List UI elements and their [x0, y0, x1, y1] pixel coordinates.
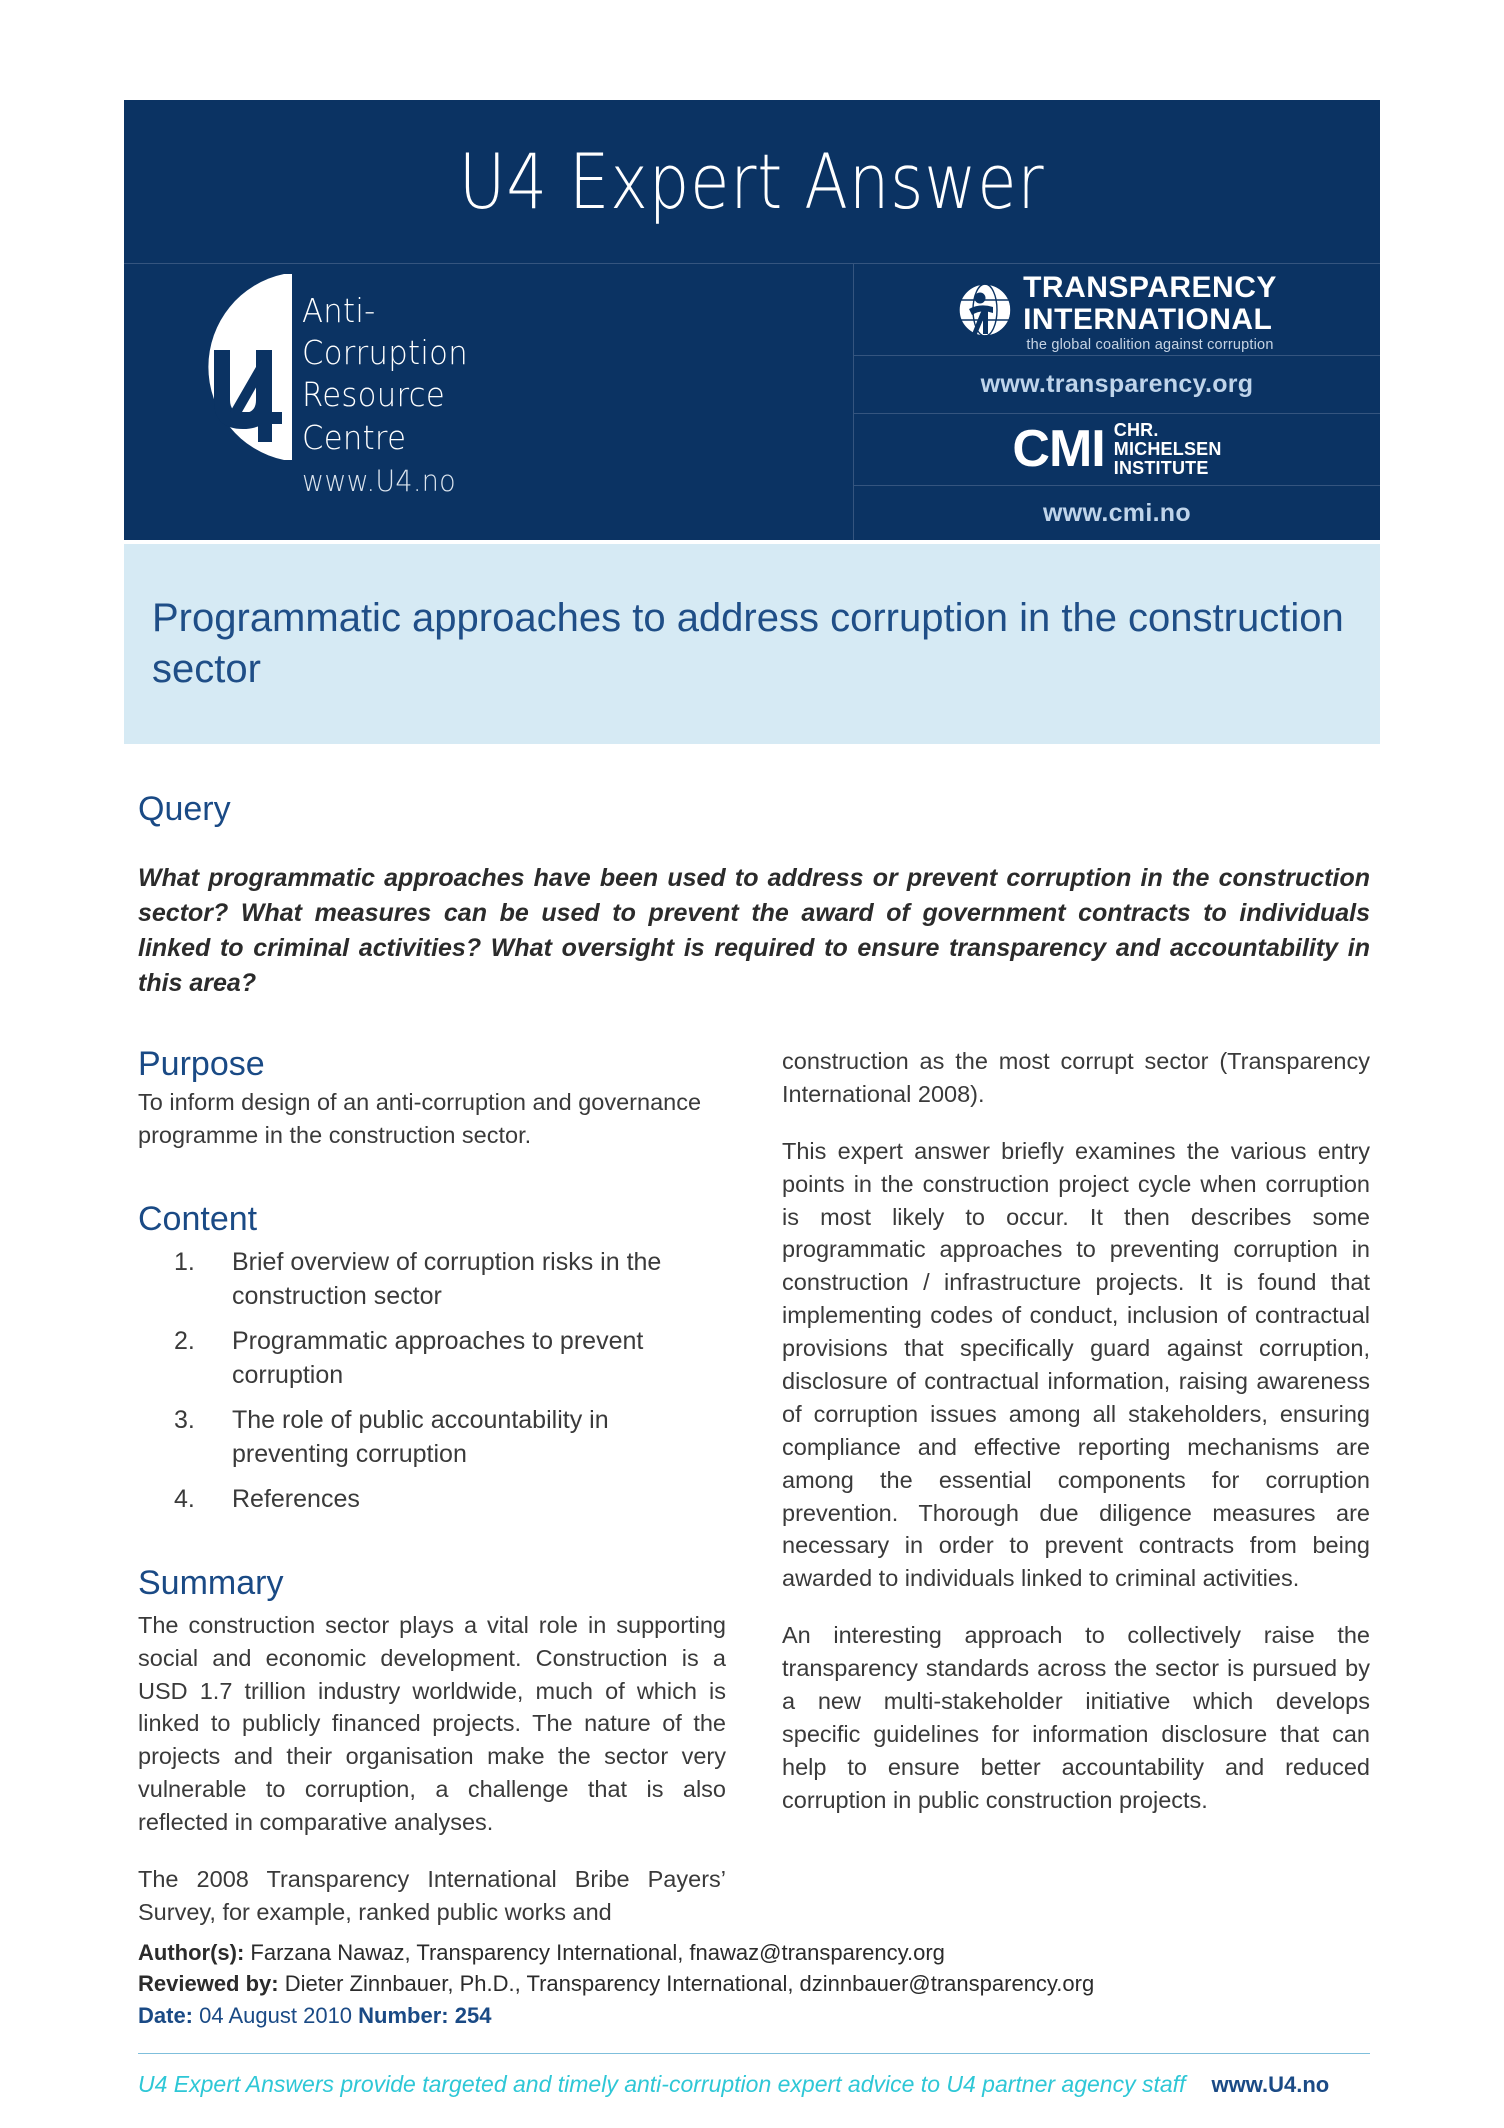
cmi-url[interactable]: www.cmi.no	[1043, 498, 1191, 527]
partner-logo-panel	[854, 264, 1380, 540]
cmi-line-2: MICHELSEN	[1113, 438, 1222, 459]
right-paragraph-2: This expert answer briefly examines the various entry points in the construction project cycle when corruption is most likely to occur. It then describes some programmatic approaches to preventing corruption in construction / infrastructure projects. It is found that implementing codes of conduct, inclusion of contractual provisions that specifically guard against corruption, disclosure of contractual information, raising awareness of corruption issues among all stakeholders, ensuring compliance and effective reporting mechanisms are among the essential components for corruption prevention. Thorough due diligence measures are necessary in order to prevent contracts from being awarded to individuals linked to criminal activities.	[782, 1137, 1370, 1592]
u4-word-line-1: Anti-	[302, 291, 376, 330]
left-column	[138, 1045, 726, 1953]
purpose-heading: Purpose	[138, 1045, 265, 1083]
summary-heading: Summary	[138, 1563, 284, 1602]
author-label: Author(s):	[138, 1940, 245, 1965]
summary-paragraph-2: The 2008 Transparency International Bribe Payers’ Survey, for example, ranked public works and	[138, 1866, 726, 1925]
query-text: What programmatic approaches have been used to address or prevent corruption in the construction sector? What measures can be used to prevent the award of government contracts to individuals linked to criminal activities? What oversight is required to ensure transparency and accountability in this area?	[138, 864, 1370, 997]
ti-wordmark	[1023, 270, 1277, 353]
reviewer-line	[138, 1969, 1370, 2000]
u4-word-line-2: Corruption	[302, 333, 468, 373]
content-list	[138, 1245, 726, 1516]
query-heading: Query	[138, 790, 231, 828]
date-label: Date:	[138, 2002, 194, 2028]
right-paragraph-1: construction as the most corrupt sector (Transparency International 2008).	[782, 1048, 1370, 1107]
ti-globe-icon	[957, 282, 1013, 343]
brand-title-band	[124, 100, 1380, 264]
cmi-url-row	[854, 486, 1380, 540]
ti-line-1: TRANSPARENCY	[1023, 270, 1277, 304]
u4-word-line-4: Centre	[302, 417, 407, 457]
ti-logo-row	[854, 264, 1380, 356]
document-body	[138, 790, 1370, 1953]
reviewer-value: Dieter Zinnbauer, Ph.D., Transparency International, dzinnbauer@transparency.org	[278, 1970, 1095, 1996]
document-footer	[138, 1938, 1370, 2098]
footer-tagline-row	[138, 2071, 1370, 2098]
page-title: Programmatic approaches to address corruption in the construction sector	[152, 595, 1344, 691]
title-banner	[124, 544, 1380, 744]
date-number-line	[138, 2000, 1370, 2032]
u4-logo	[184, 272, 480, 500]
cmi-logo-row	[854, 414, 1380, 486]
date-value: 04 August 2010	[193, 2002, 359, 2028]
right-paragraph-3: An interesting approach to collectively raise the transparency standards across the sector is pursued by a new multi-stakeholder initiative which develops specific guidelines for information disclosure that can help to ensure better accountability and reduced corruption in public construction projects.	[782, 1622, 1370, 1813]
ti-tagline: the global coalition against corruption	[1026, 336, 1274, 353]
brand-title: U4 Expert Answer	[459, 137, 1045, 226]
cmi-fullname	[1114, 421, 1222, 478]
u4-mark-icon	[184, 272, 292, 462]
author-value: Farzana Nawaz, Transparency International, fnawaz@transparency.org	[244, 1940, 945, 1965]
cmi-mark: CMI	[1012, 420, 1105, 479]
right-column	[782, 1045, 1370, 1953]
number-label: Number:	[358, 2002, 449, 2028]
u4-word-line-3: Resource	[302, 375, 445, 415]
two-column-layout	[138, 1045, 1370, 1953]
cmi-line-3: INSTITUTE	[1113, 458, 1209, 479]
list-item: Brief overview of corruption risks in the construction sector	[232, 1247, 662, 1310]
purpose-text: To inform design of an anti-corruption and governance programme in the construction sector.	[138, 1089, 702, 1148]
footer-divider	[138, 2053, 1370, 2054]
transparency-international-logo	[957, 270, 1277, 353]
reviewer-label: Reviewed by:	[138, 1970, 279, 1996]
list-item: Programmatic approaches to prevent corruption	[232, 1326, 644, 1389]
summary-paragraph-1: The construction sector plays a vital role in supporting social and economic development. Construction is a USD 1.7 trillion industry worldwide, much of which is linked to publicly financed projects. The nature of the projects and their organisation make the sector very vulnerable to corruption, a challenge that is also reflected in comparative analyses.	[138, 1611, 726, 1836]
ti-line-2: INTERNATIONAL	[1023, 302, 1273, 336]
footer-slogan: U4 Expert Answers provide targeted and timely anti-corruption expert advice to U4 partner agency staff	[138, 2071, 1186, 2098]
u4-wordmark	[302, 272, 480, 500]
document-header	[124, 100, 1380, 540]
cmi-logo	[1012, 421, 1221, 478]
ti-url-row	[854, 356, 1380, 414]
u4-logo-panel	[124, 264, 854, 540]
cmi-line-1: CHR.	[1113, 419, 1159, 440]
list-item: References	[232, 1484, 360, 1513]
content-heading: Content	[138, 1199, 258, 1238]
list-item: The role of public accountability in preventing corruption	[232, 1405, 609, 1468]
header-logo-row	[124, 264, 1380, 540]
transparency-url[interactable]: www.transparency.org	[980, 370, 1254, 398]
u4-logo-url[interactable]: www.U4.no	[302, 463, 456, 498]
author-line	[138, 1938, 1370, 1969]
number-value: 254	[448, 2002, 492, 2028]
footer-u4-url[interactable]: www.U4.no	[1211, 2072, 1330, 2098]
